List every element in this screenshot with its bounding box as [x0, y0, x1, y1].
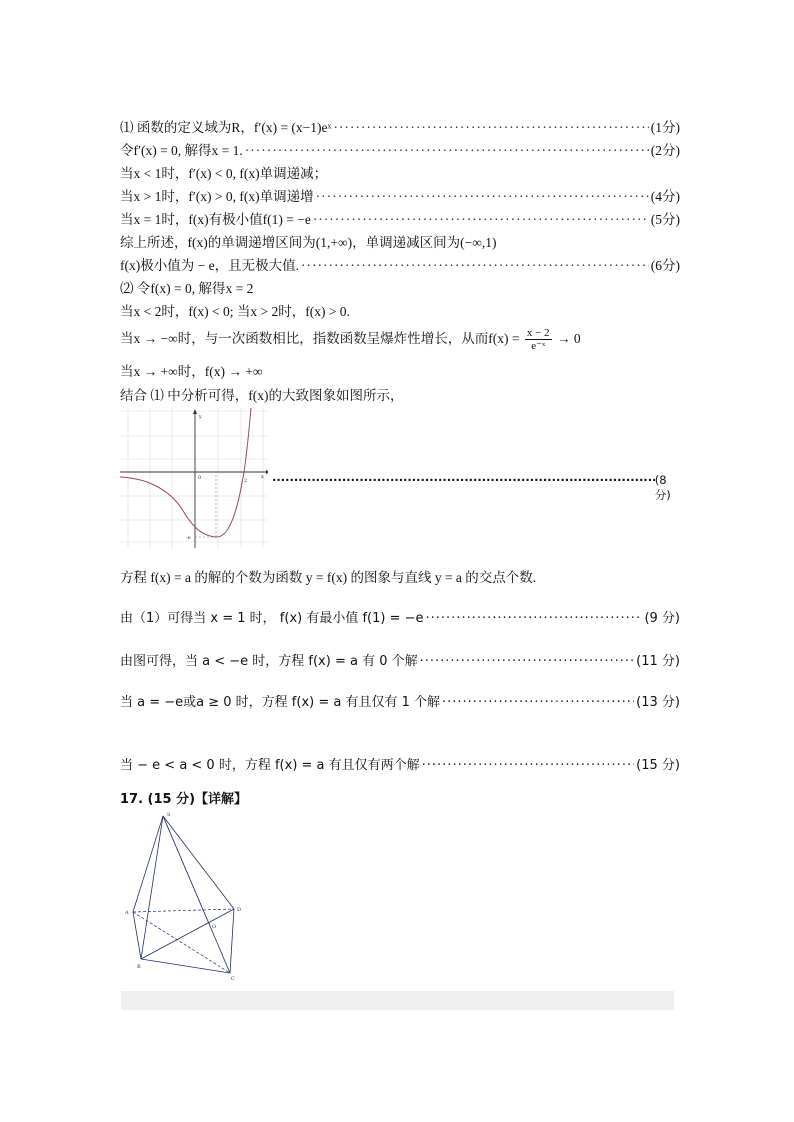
part1-line-2-text: 令f′(x) = 0, 解得x = 1.	[120, 143, 243, 158]
part2-line-7	[120, 607, 680, 626]
part2-line-5	[120, 384, 680, 404]
part2-line-1-text: ⑵ 令f(x) = 0, 解得x = 2	[120, 281, 254, 296]
part2-line-9	[120, 691, 680, 710]
part2-line-10-text: 当 − e < a < 0 时，方程 f(x) = a 有且仅有两个解	[120, 758, 420, 773]
pyramid-edges	[133, 816, 234, 973]
x-axis-arrow	[266, 470, 268, 474]
score-4: (4分)	[650, 189, 680, 204]
part2-line-8	[120, 650, 680, 669]
part1-line-5-text: 当x = 1时，f(x)有极小值f(1) = −e	[120, 212, 311, 227]
pyramid-figure	[120, 808, 250, 984]
score-1: (1分)	[650, 120, 680, 135]
leader-dots	[316, 189, 649, 205]
fraction	[525, 327, 552, 352]
part1-line-3	[120, 162, 680, 182]
part1-line-6-text: 综上所述，f(x)的单调递增区间为(1,+∞)，单调递减区间为(−∞,1)	[120, 235, 497, 250]
leader-dots	[442, 695, 634, 710]
leader-dots	[333, 120, 648, 136]
score-5: (5分)	[650, 212, 680, 227]
part1-line-7-text: f(x)极小值为 − e，且无极大值.	[120, 258, 299, 273]
part2-line-4	[120, 360, 680, 380]
y-axis-label: y	[199, 414, 202, 420]
pyramid-hidden-edges	[133, 816, 234, 973]
problem-17-header-text: 17. (15 分)【详解】	[120, 792, 248, 807]
leader-dots	[272, 473, 655, 503]
part1-line-5	[120, 208, 680, 228]
part2-line-2-text: 当x < 2时，f(x) < 0; 当x > 2时，f(x) > 0.	[120, 304, 350, 319]
point-o-label: O	[212, 924, 217, 930]
origin-label: 0	[198, 475, 202, 481]
part1-line-6	[120, 231, 680, 251]
part1-line-2	[120, 139, 680, 159]
leader-dots	[420, 654, 635, 669]
part2-line-2	[120, 300, 680, 320]
part2-line-1	[120, 277, 680, 297]
score-11: (11 分)	[636, 654, 680, 669]
problem-17-header	[120, 788, 680, 807]
part2-line-3-text: 当x → −∞时，与一次函数相比，指数函数呈爆炸性增长，从而f(x) =	[120, 331, 520, 346]
vertex-b-label: B	[137, 964, 141, 970]
part2-line-7-text: 由（1）可得当 x = 1 时， f(x) 有最小值 f(1) = −e	[120, 611, 424, 626]
score-15: (15 分)	[636, 758, 680, 773]
fraction-denominator: e⁻ˣ	[531, 340, 546, 353]
leader-dots	[245, 143, 649, 159]
score-9: (9 分)	[644, 611, 680, 626]
part2-line-6	[120, 566, 680, 586]
score-2: (2分)	[650, 143, 680, 158]
score-13: (13 分)	[636, 695, 680, 710]
part2-line-3	[120, 327, 680, 352]
part2-line-10	[120, 754, 680, 773]
leader-dots	[313, 212, 649, 228]
y-tick-label: -e	[186, 535, 191, 541]
part2-line-8-text: 由图可得，当 a < −e 时，方程 f(x) = a 有 0 个解	[120, 654, 418, 669]
vertex-d-label: D	[237, 907, 242, 913]
part1-line-4	[120, 185, 680, 205]
leader-dots	[422, 758, 635, 773]
x-tick-label: 2	[244, 478, 248, 484]
part2-line-4-text: 当x → +∞时，f(x) → +∞	[120, 364, 263, 379]
score-8: (8 分)	[654, 473, 671, 502]
vertex-c-label: C	[231, 976, 235, 982]
part2-line-5-text: 结合 ⑴ 中分析可得，f(x)的大致图象如图所示，	[120, 388, 404, 403]
function-graph	[120, 408, 268, 548]
leader-dots	[426, 611, 643, 626]
score-6: (6分)	[650, 258, 680, 273]
part2-line-3-tail: → 0	[556, 331, 581, 346]
part1-line-3-text: 当x < 1时，f′(x) < 0, f(x)单调递减；	[120, 166, 328, 181]
vertex-s-label: S	[167, 812, 171, 818]
part1-line-1-text: ⑴ 函数的定义域为R，f′(x) = (x−1)eˣ	[120, 120, 332, 135]
fraction-numerator: x − 2	[526, 327, 550, 340]
grey-footer-bar	[121, 991, 674, 1010]
leader-dots	[301, 258, 649, 274]
part1-line-1	[120, 116, 680, 136]
y-axis-arrow	[193, 409, 197, 414]
part2-line-6-text: 方程 f(x) = a 的解的个数为函数 y = f(x) 的图象与直线 y = a 的交点个数.	[120, 570, 537, 585]
x-axis-label: x	[261, 474, 264, 480]
part1-line-7	[120, 254, 680, 274]
function-curve	[120, 408, 251, 537]
vertex-a-label: A	[125, 910, 129, 916]
part2-line-9-text: 当 a = −e或a ≥ 0 时，方程 f(x) = a 有且仅有 1 个解	[120, 695, 441, 710]
graph-score-row	[272, 473, 676, 503]
part1-line-4-text: 当x > 1时，f′(x) > 0, f(x)单调递增	[120, 189, 314, 204]
